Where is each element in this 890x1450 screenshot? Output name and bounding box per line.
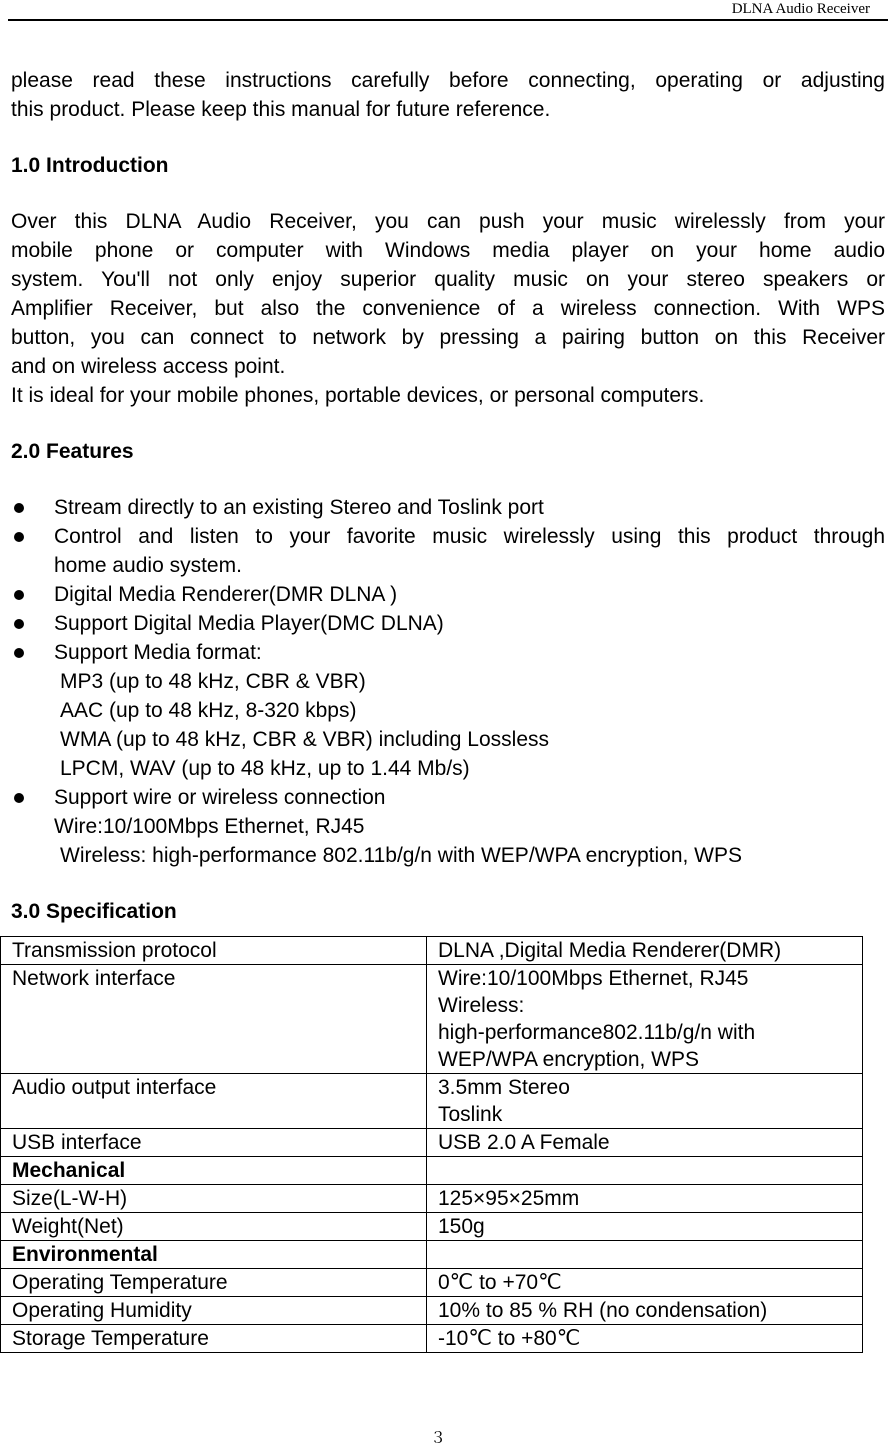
specification-table xyxy=(0,936,863,1353)
spec-label: Storage Temperature xyxy=(1,1325,427,1353)
feature-text: Support Media format: xyxy=(54,641,262,664)
spec-group-label: Mechanical xyxy=(1,1157,427,1185)
document-body xyxy=(11,66,885,926)
spec-value: Wire:10/100Mbps Ethernet, RJ45 Wireless: high-performance802.11b/g/n with WEP/WPA encryption, WPS xyxy=(427,965,863,1074)
table-row xyxy=(1,1157,863,1185)
table-row xyxy=(1,937,863,965)
intro-paragraph xyxy=(11,66,885,124)
introduction-paragraph xyxy=(11,207,885,410)
feature-item xyxy=(11,783,885,870)
spec-label: Weight(Net) xyxy=(1,1213,427,1241)
spec-value: DLNA ,Digital Media Renderer(DMR) xyxy=(427,937,863,965)
spec-value: 10% to 85 % RH (no condensation) xyxy=(427,1297,863,1325)
bullet-icon xyxy=(14,590,24,600)
feature-subtext: MP3 (up to 48 kHz, CBR & VBR) xyxy=(60,670,366,693)
table-row xyxy=(1,1213,863,1241)
spec-label: Audio output interface xyxy=(1,1074,427,1129)
feature-text: Control and listen to your favorite music wirelessly using this product through xyxy=(54,525,885,548)
table-row xyxy=(1,1074,863,1129)
feature-subtext: AAC (up to 48 kHz, 8-320 kbps) xyxy=(60,699,357,722)
section-heading-features: 2.0 Features xyxy=(11,440,134,463)
bullet-icon xyxy=(14,532,24,542)
text-line: system. You'll not only enjoy superior quality music on your stereo speakers or xyxy=(11,268,885,291)
spec-label: Operating Temperature xyxy=(1,1269,427,1297)
feature-item xyxy=(11,522,885,580)
feature-item xyxy=(11,493,885,522)
bullet-icon xyxy=(14,648,24,658)
spec-value: 125×95×25mm xyxy=(427,1185,863,1213)
feature-subtext: Wireless: high-performance 802.11b/g/n with WEP/WPA encryption, WPS xyxy=(60,844,742,867)
spec-label: Network interface xyxy=(1,965,427,1074)
spec-value xyxy=(427,1157,863,1185)
feature-text: Support wire or wireless connection xyxy=(54,786,386,809)
table-row xyxy=(1,1241,863,1269)
text-line: Amplifier Receiver, but also the convenience of a wireless connection. With WPS xyxy=(11,297,885,320)
spec-label: USB interface xyxy=(1,1129,427,1157)
feature-item xyxy=(11,638,885,783)
text-line: mobile phone or computer with Windows media player on your home audio xyxy=(11,239,885,262)
bullet-icon xyxy=(14,503,24,513)
table-row xyxy=(1,1129,863,1157)
spec-label: Size(L-W-H) xyxy=(1,1185,427,1213)
header-title: DLNA Audio Receiver xyxy=(731,1,870,17)
spec-value: -10℃ to +80℃ xyxy=(427,1325,863,1353)
introduction-closing: It is ideal for your mobile phones, portable devices, or personal computers. xyxy=(11,384,705,407)
section-heading-introduction: 1.0 Introduction xyxy=(11,154,169,177)
spec-label: Transmission protocol xyxy=(1,937,427,965)
table-row xyxy=(1,965,863,1074)
table-row xyxy=(1,1269,863,1297)
section-heading-specification: 3.0 Specification xyxy=(11,900,177,923)
table-row xyxy=(1,1297,863,1325)
spec-group-label: Environmental xyxy=(1,1241,427,1269)
text-line: and on wireless access point. xyxy=(11,355,286,378)
feature-item xyxy=(11,609,885,638)
table-row xyxy=(1,1185,863,1213)
feature-item xyxy=(11,580,885,609)
text-line: please read these instructions carefully before connecting, operating or adjusting xyxy=(11,69,885,92)
feature-subtext: Wire:10/100Mbps Ethernet, RJ45 xyxy=(54,815,365,838)
table-row xyxy=(1,1325,863,1353)
header-rule xyxy=(8,19,888,21)
bullet-icon xyxy=(14,619,24,629)
spec-value: 0℃ to +70℃ xyxy=(427,1269,863,1297)
text-line: button, you can connect to network by pressing a pairing button on this Receiver xyxy=(11,326,885,349)
page-number: ３ xyxy=(430,1428,447,1447)
spec-value: 3.5mm Stereo Toslink xyxy=(427,1074,863,1129)
feature-text: home audio system. xyxy=(54,554,242,577)
feature-text: Stream directly to an existing Stereo and Toslink port xyxy=(54,496,544,519)
spec-label: Operating Humidity xyxy=(1,1297,427,1325)
spec-value xyxy=(427,1241,863,1269)
feature-subtext: LPCM, WAV (up to 48 kHz, up to 1.44 Mb/s) xyxy=(60,757,470,780)
spec-value: USB 2.0 A Female xyxy=(427,1129,863,1157)
text-line: Over this DLNA Audio Receiver, you can push your music wirelessly from your xyxy=(11,210,885,233)
feature-subtext: WMA (up to 48 kHz, CBR & VBR) including Lossless xyxy=(60,728,550,751)
spec-value: 150g xyxy=(427,1213,863,1241)
text-line: this product. Please keep this manual for future reference. xyxy=(11,98,551,121)
features-list xyxy=(11,493,885,870)
bullet-icon xyxy=(14,793,24,803)
feature-text: Support Digital Media Player(DMC DLNA) xyxy=(54,612,444,635)
feature-text: Digital Media Renderer(DMR DLNA ) xyxy=(54,583,398,606)
